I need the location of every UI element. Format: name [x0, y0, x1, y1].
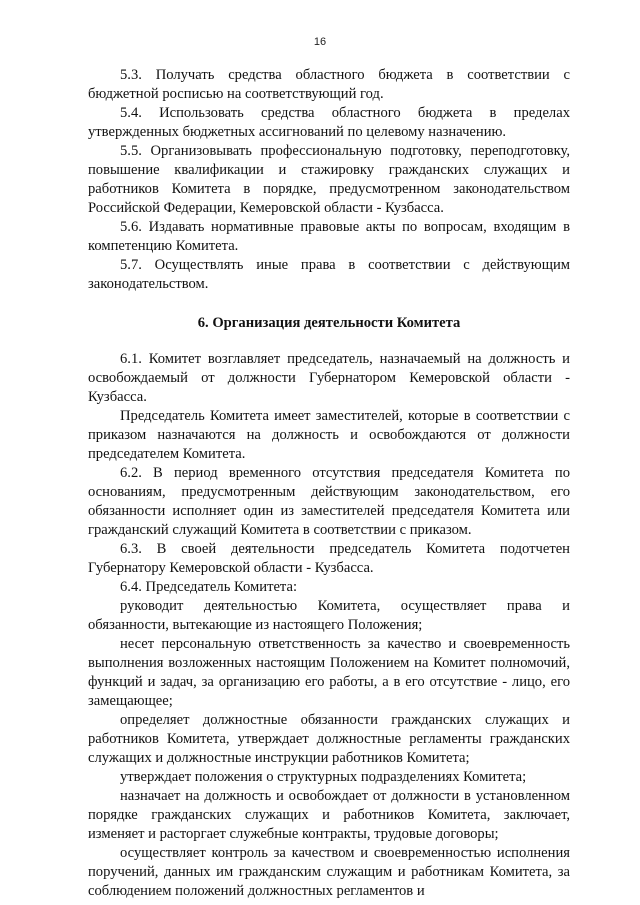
list-item-control: осуществляет контроль за качеством и своевременностью исполнения поручений, данных им гражданским служащим и работникам Комитета, за соблюдением положений должностных регламентов и	[88, 845, 570, 899]
paragraph-5-3: 5.3. Получать средства областного бюджета в соответствии с бюджетной росписью на соответствующий год.	[88, 67, 570, 102]
paragraph-5-7: 5.7. Осуществлять иные права в соответствии с действующим законодательством.	[88, 257, 570, 292]
paragraph-5-6: 5.6. Издавать нормативные правовые акты по вопросам, входящим в компетенцию Комитета.	[88, 219, 570, 254]
page-number: 16	[313, 36, 327, 48]
list-item-duties: определяет должностные обязанности гражданских служащих и работников Комитета, утверждает должностные регламенты гражданских служащих и должностные инструкции работников Комитета;	[88, 712, 570, 766]
list-item-responsibility: несет персональную ответственность за качество и своевременность выполнения возложенных настоящим Положением на Комитет полномочий, функций и задач, за организацию его работы, а в его отсутствие - лицо, его замещающее;	[88, 636, 570, 709]
paragraph-6-1: 6.1. Комитет возглавляет председатель, назначаемый на должность и освобождаемый от должности Губернатором Кемеровской области - Кузбасса.	[88, 351, 570, 405]
paragraph-deputies: Председатель Комитета имеет заместителей, которые в соответствии с приказом назначаются на должность и освобождаются от должности председателем Комитета.	[88, 408, 570, 462]
section-heading: 6. Организация деятельности Комитета	[197, 315, 461, 331]
paragraph-6-4: 6.4. Председатель Комитета:	[120, 579, 298, 595]
list-item-appoints: назначает на должность и освобождает от должности в установленном порядке гражданских служащих и работников Комитета, заключает, изменяет и расторгает служебные контракты, трудовые договоры;	[88, 788, 570, 842]
paragraph-6-3: 6.3. В своей деятельности председатель Комитета подотчетен Губернатору Кемеровской области - Кузбасса.	[88, 541, 570, 576]
list-item-manages: руководит деятельностью Комитета, осуществляет права и обязанности, вытекающие из настоящего Положения;	[88, 598, 570, 633]
list-item-regulations: утверждает положения о структурных подразделениях Комитета;	[120, 769, 527, 785]
paragraph-5-5: 5.5. Организовывать профессиональную подготовку, переподготовку, повышение квалификации и стажировку гражданских служащих и работников Комитета в порядке, предусмотренном законодательством Российской Федерации, Кемеровской области - Кузбасса.	[88, 143, 570, 216]
paragraph-6-2: 6.2. В период временного отсутствия председателя Комитета по основаниям, предусмотренным действующим законодательством, его обязанности исполняет один из заместителей председателя Комитета или гражданский служащий Комитета в соответствии с приказом.	[88, 465, 570, 538]
document-body	[88, 66, 570, 901]
paragraph-5-4: 5.4. Использовать средства областного бюджета в пределах утвержденных бюджетных ассигнований по целевому назначению.	[88, 105, 570, 140]
